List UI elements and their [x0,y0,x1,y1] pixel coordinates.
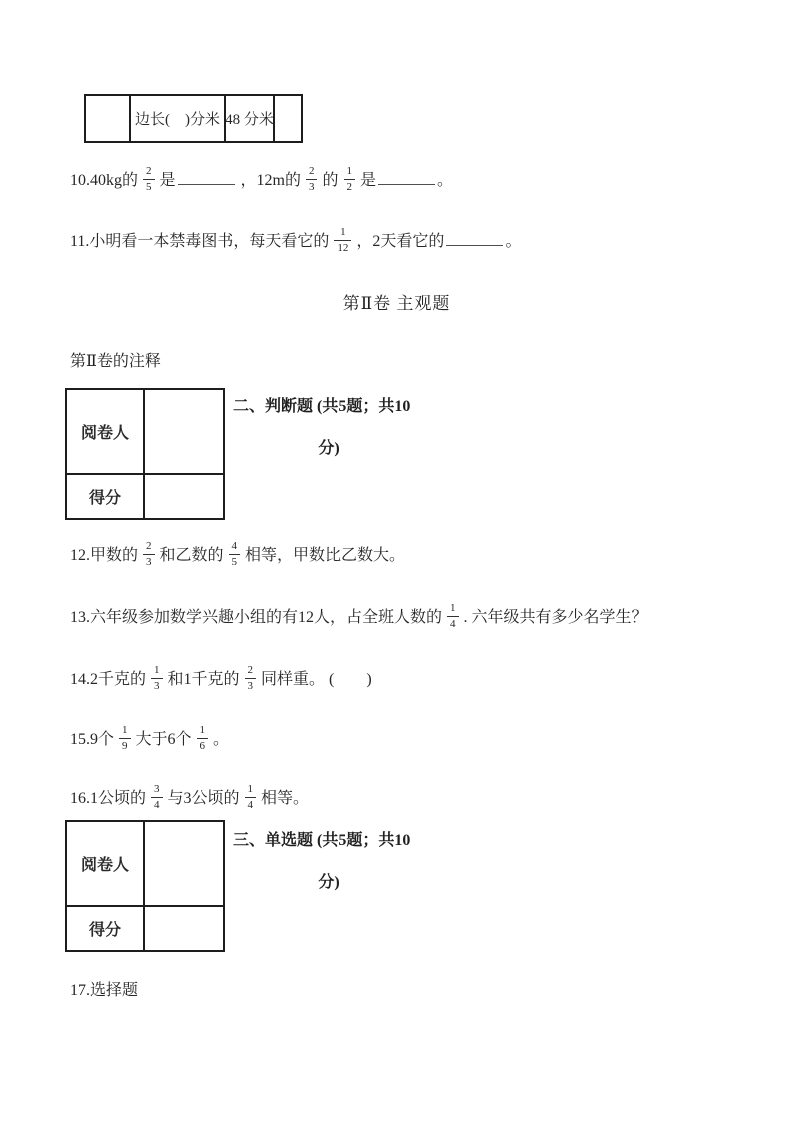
fraction-denominator: 4 [447,616,459,630]
question-text: 和乙数的 [155,547,228,564]
fraction [306,166,318,193]
grader-label: 阅卷人 [67,390,145,475]
section-heading-choice [233,832,425,891]
table-cell-48-dm: 48 分米 [224,96,273,141]
question-10 [70,165,453,197]
fraction-denominator: 3 [143,554,155,568]
fraction [119,725,131,752]
question-text: 13.六年级参加数学兴趣小组的有12人，占全班人数的 [70,609,447,626]
fraction [197,725,209,752]
question-text: 16.1公顷的 [70,790,151,807]
table-cell-empty [273,96,301,141]
fraction-denominator: 4 [245,797,257,811]
grader-score-table-judge [65,388,225,520]
table-cell-side-length: 边长( )分米 [129,96,224,141]
fraction-numerator: 4 [231,539,238,552]
answer-blank [178,169,235,185]
question-text: 同样重。 ( ) [257,671,372,688]
section-heading-line1: 三、单选题 (共5题；共10 [233,832,411,849]
question-text: 是 [356,172,377,189]
question-text: 。 [209,731,230,748]
fraction-denominator: 2 [344,179,356,193]
fraction [344,166,356,193]
question-text: 的 [318,172,343,189]
answer-blank [378,169,435,185]
section-heading-line2: 分) [318,440,340,457]
section-heading-line2: 分) [318,874,340,891]
question-text: 是 [155,172,176,189]
question-text: 。 [437,172,454,189]
fraction [151,665,163,692]
fraction [245,665,257,692]
fraction-denominator: 5 [229,554,241,568]
fraction-numerator: 2 [146,164,152,177]
question-text: 相等。 [257,790,310,807]
score-value-empty [145,907,223,950]
fraction [447,603,459,630]
question-14 [70,664,372,696]
question-12 [70,540,405,572]
question-15 [70,724,229,756]
question-text: ，12m的 [236,172,305,189]
section-heading-line1: 二、判断题 (共5题；共10 [233,398,411,415]
fraction-denominator: 3 [151,678,163,692]
question-text: 。 [505,233,522,250]
table-cell-empty [86,96,129,141]
fraction-numerator: 2 [247,663,254,676]
fraction-numerator: 2 [308,164,315,177]
fraction-denominator: 6 [197,738,209,752]
question-text: 12.甲数的 [70,547,143,564]
section-heading-judge [233,398,425,457]
grader-value-empty [145,390,223,475]
question-text: 14.2千克的 [70,671,151,688]
fraction-denominator: 3 [245,678,257,692]
dimension-table [84,94,303,143]
question-text: 与3公顷的 [163,790,244,807]
fraction-numerator: 1 [122,723,128,736]
question-16 [70,783,309,815]
question-text: 大于6个 [131,731,196,748]
fraction-numerator: 1 [340,225,346,238]
fraction-numerator: 1 [450,601,456,614]
grader-label: 阅卷人 [67,822,145,907]
grader-score-table-choice [65,820,225,952]
fraction-denominator: 3 [306,179,318,193]
fraction-denominator: 12 [334,240,351,254]
part2-note: 第Ⅱ卷的注释 [70,353,161,370]
fraction [229,541,241,568]
part2-title: 第Ⅱ卷 主观题 [342,294,451,313]
question-text: 相等，甲数比乙数大。 [241,547,406,564]
score-value-empty [145,475,223,518]
question-13 [70,602,648,634]
fraction [334,227,351,254]
answer-blank [446,230,503,246]
fraction-denominator: 4 [151,797,163,811]
fraction-numerator: 2 [146,539,152,552]
question-text: ，2天看它的 [352,233,445,250]
question-text: . 六年级共有多少名学生？ [459,609,648,626]
question-text: 15.9个 [70,731,119,748]
fraction [245,784,257,811]
question-11 [70,226,521,258]
fraction [151,784,163,811]
fraction [143,541,155,568]
score-label: 得分 [67,475,145,518]
fraction-denominator: 9 [119,738,131,752]
question-text: 11.小明看一本禁毒图书，每天看它的 [70,233,334,250]
question-text: 17.选择题 [70,982,139,999]
score-label: 得分 [67,907,145,950]
fraction [143,166,155,193]
grader-value-empty [145,822,223,907]
fraction-numerator: 1 [346,164,352,177]
question-text: 10.40kg的 [70,172,143,189]
fraction-numerator: 1 [154,663,160,676]
fraction-denominator: 5 [143,179,155,193]
fraction-numerator: 3 [154,782,160,795]
fraction-numerator: 1 [199,723,206,736]
question-17 [70,975,138,1007]
fraction-numerator: 1 [247,782,254,795]
question-text: 和1千克的 [163,671,244,688]
